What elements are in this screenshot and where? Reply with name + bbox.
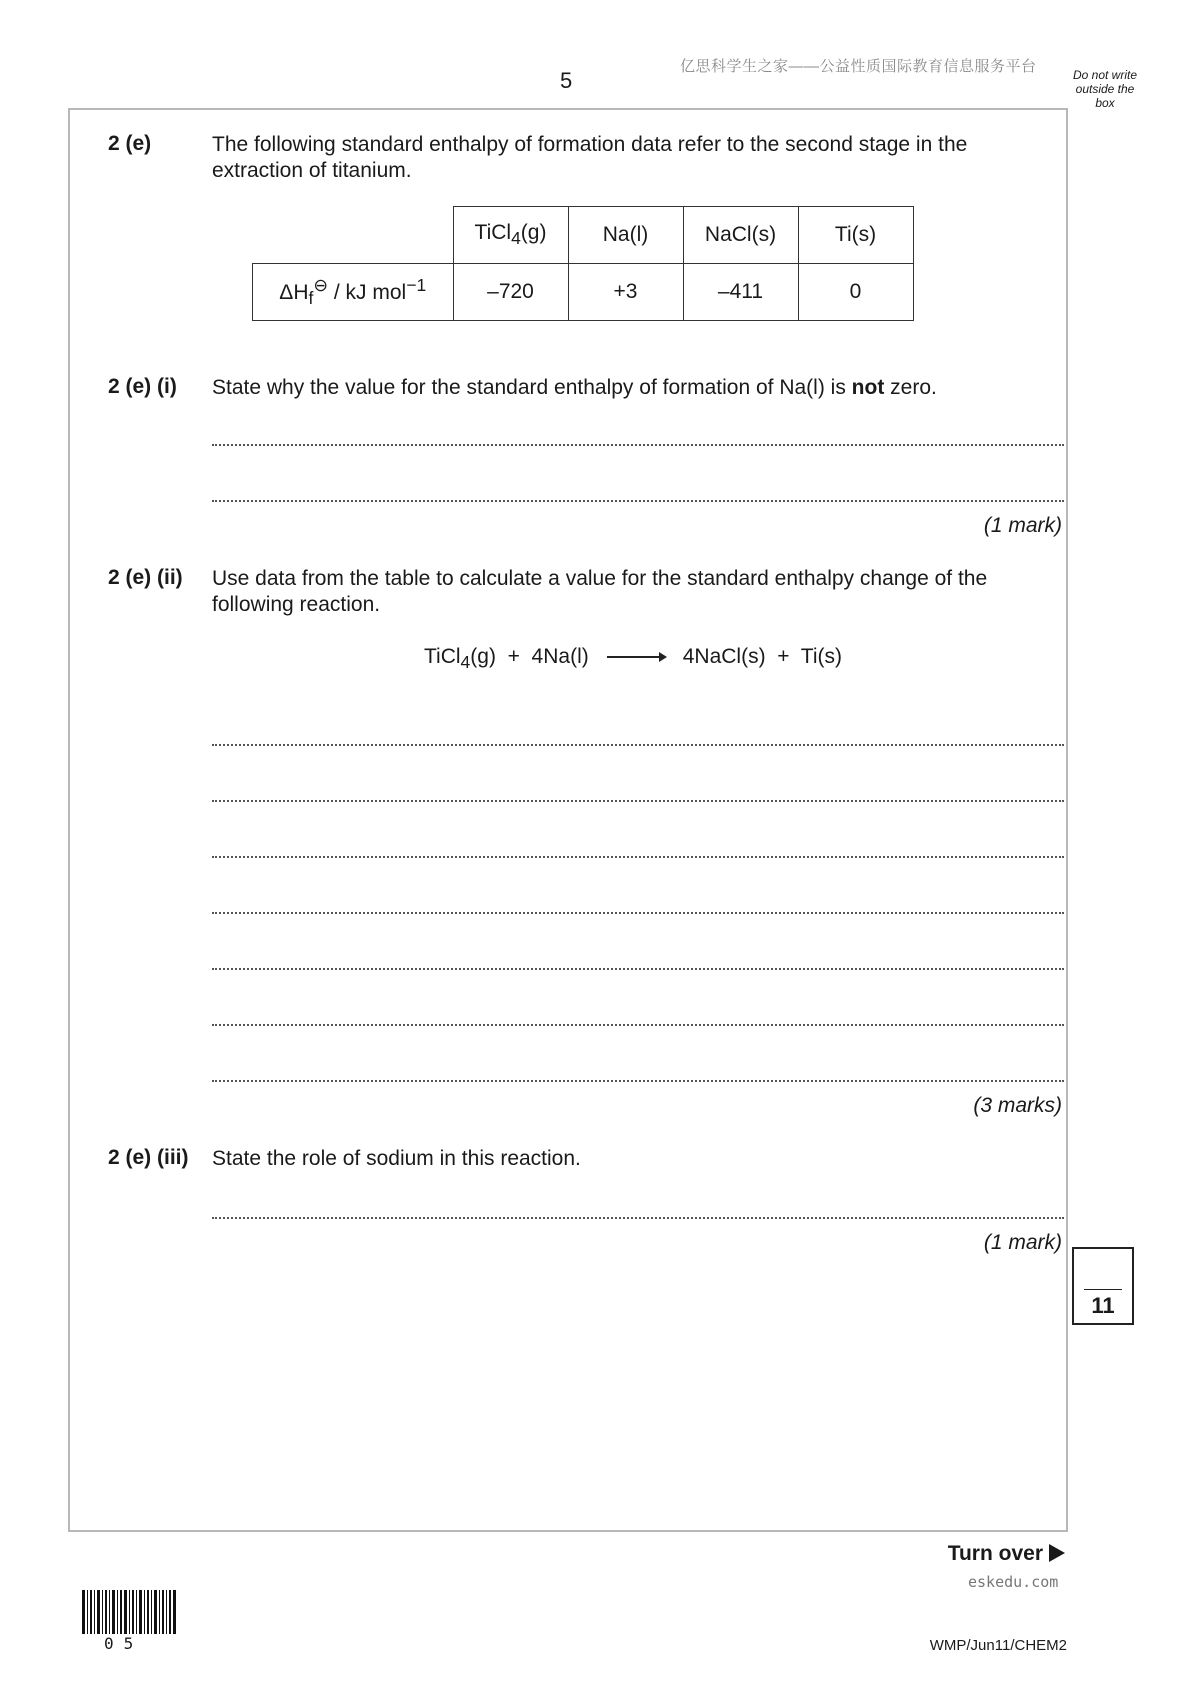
reaction-arrow-icon	[607, 656, 665, 658]
answer-box-border	[68, 108, 1068, 1532]
enthalpy-table	[252, 206, 914, 321]
answer-line[interactable]	[212, 910, 1064, 914]
answer-line[interactable]	[212, 798, 1064, 802]
table-header-cell: Ti(s)	[798, 207, 913, 264]
answer-line[interactable]	[212, 498, 1064, 502]
reaction-equation: TiCl$_4$(g) + 4Na(l) 4NaCl(s) + Ti(s)	[424, 645, 842, 673]
marks-label: (1 mark)	[983, 1231, 1062, 1254]
table-cell: –720	[453, 264, 568, 321]
answer-line[interactable]	[212, 1022, 1064, 1026]
question-label-2eii: 2 (e) (ii)	[108, 566, 183, 589]
barcode-icon	[82, 1590, 176, 1634]
margin-note-line: Do not write	[1072, 68, 1138, 82]
triangle-right-icon	[1049, 1544, 1065, 1562]
table-row	[253, 264, 914, 321]
table-header-row	[253, 207, 914, 264]
question-label-2eiii: 2 (e) (iii)	[108, 1146, 189, 1169]
page-score-box	[1072, 1247, 1134, 1325]
marks-label: (1 mark)	[983, 514, 1062, 537]
site-watermark: eskedu.com	[968, 1573, 1059, 1591]
answer-line[interactable]	[212, 742, 1064, 746]
answer-line[interactable]	[212, 1215, 1064, 1219]
table-cell: +3	[568, 264, 683, 321]
page-number: 5	[560, 68, 573, 93]
margin-note	[1068, 68, 1142, 110]
answer-line[interactable]	[212, 854, 1064, 858]
margin-note-line: box	[1095, 96, 1115, 110]
table-cell: 0	[798, 264, 913, 321]
question-label-2ei: 2 (e) (i)	[108, 375, 177, 398]
answer-line[interactable]	[212, 442, 1064, 446]
question-text-2eiii: State the role of sodium in this reaction.	[212, 1147, 581, 1170]
turn-over-label: Turn over	[948, 1542, 1065, 1566]
score-line	[1084, 1289, 1122, 1290]
table-blank-cell	[253, 207, 454, 264]
table-header-cell: Na(l)	[568, 207, 683, 264]
table-header-cell: NaCl(s)	[683, 207, 798, 264]
answer-line[interactable]	[212, 1078, 1064, 1082]
question-text-2e: The following standard enthalpy of formation data refer to the second stage in the extraction of titanium.	[212, 133, 968, 182]
table-header-cell: TiCl$_4$(g)	[453, 207, 568, 264]
table-cell: –411	[683, 264, 798, 321]
question-text-2eii: Use data from the table to calculate a value for the standard enthalpy change of the following reaction.	[212, 567, 988, 616]
barcode-number: 05	[104, 1634, 144, 1653]
marks-label: (3 marks)	[973, 1094, 1062, 1117]
question-text-2ei: State why the value for the standard enthalpy of formation of Na(l) is not zero.	[212, 376, 937, 399]
watermark-text: 亿思科学生之家——公益性质国际教育信息服务平台	[680, 58, 1037, 75]
answer-line[interactable]	[212, 966, 1064, 970]
table-row-label: $\Delta H_f^⊖$ / kJ mol$^{-1}$	[253, 264, 454, 321]
margin-note-line: outside the	[1075, 82, 1135, 96]
score-total: 11	[1091, 1293, 1115, 1318]
question-label-2e: 2 (e)	[108, 132, 152, 155]
paper-code: WMP/Jun11/CHEM2	[929, 1637, 1067, 1654]
